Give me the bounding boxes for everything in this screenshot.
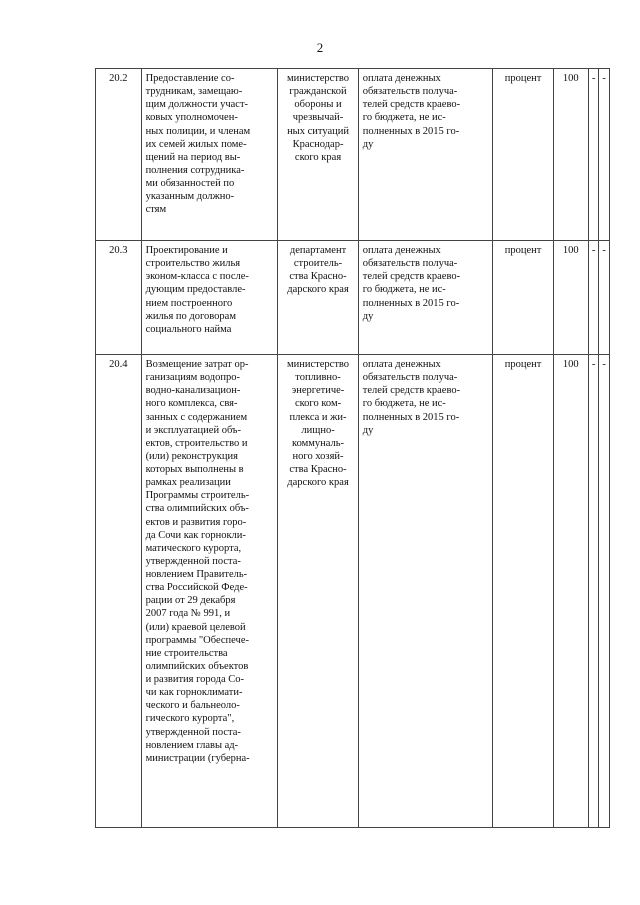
page-number: 2 <box>316 40 324 55</box>
row-number: 20.4 <box>96 355 142 828</box>
row-number: 20.3 <box>96 241 142 355</box>
dash-cell: - <box>588 69 599 241</box>
row-number: 20.2 <box>96 69 142 241</box>
indicator-description: оплата денежных обязательств получа- телей средств краево- го бюджета, не ис- полненных в 2015 го- ду <box>358 241 493 355</box>
dash-cell: - <box>599 355 610 828</box>
indicator-value: 100 <box>553 69 588 241</box>
responsible-body: департамент строитель- ства Красно- дарского края <box>278 241 359 355</box>
indicator-description: оплата денежных обязательств получа- телей средств краево- го бюджета, не ис- полненных в 2015 го- ду <box>358 69 493 241</box>
dash-cell: - <box>588 355 599 828</box>
measure-name: Проектирование и строительство жилья эконом-класса с после- дующим предоставле- нием построенного жилья по договорам социального найма <box>141 241 278 355</box>
table-row <box>96 69 610 241</box>
unit-of-measure: процент <box>493 241 553 355</box>
indicator-description: оплата денежных обязательств получа- телей средств краево- го бюджета, не ис- полненных в 2015 го- ду <box>358 355 493 828</box>
responsible-body: министерство топливно- энергетиче- ского ком- плекса и жи- лищно- коммуналь- ного хозяй- ства Красно- дарского края <box>278 355 359 828</box>
unit-of-measure: процент <box>493 355 553 828</box>
table-row <box>96 355 610 828</box>
dash-cell: - <box>599 241 610 355</box>
unit-of-measure: процент <box>493 69 553 241</box>
measure-name: Возмещение затрат ор- ганизациям водопро- водно-канализацион- ного комплекса, свя- занных с содержанием и эксплуатацией объ- ектов, строительство и (или) реконструкция которых выполнены в рамках реализации Программы строитель- ства олимпийских объ- ектов и развития горо- да Сочи как горнокли- матического курорта, утвержденной поста- новлением Правитель- ства Российской Феде- рации от 29 декабря 2007 года № 991, и (или) краевой целевой программы "Обеспече- ние строительства олимпийских объектов и развития города Со- чи как горноклимати- ческого и бальнеоло- гического курорта", утвержденной поста- новлением главы ад- министрации (губерна- <box>141 355 278 828</box>
measures-table <box>95 68 610 828</box>
dash-cell: - <box>599 69 610 241</box>
measure-name: Предоставление со- трудникам, замещаю- щим должности участ- ковых уполномочен- ных полиции, и членам их семей жилых поме- щений на период вы- полнения сотрудника- ми обязанностей по указанным должно- стям <box>141 69 278 241</box>
responsible-body: министерство гражданской обороны и чрезвычай- ных ситуаций Краснодар- ского края <box>278 69 359 241</box>
indicator-value: 100 <box>553 241 588 355</box>
dash-cell: - <box>588 241 599 355</box>
table-row <box>96 241 610 355</box>
indicator-value: 100 <box>553 355 588 828</box>
